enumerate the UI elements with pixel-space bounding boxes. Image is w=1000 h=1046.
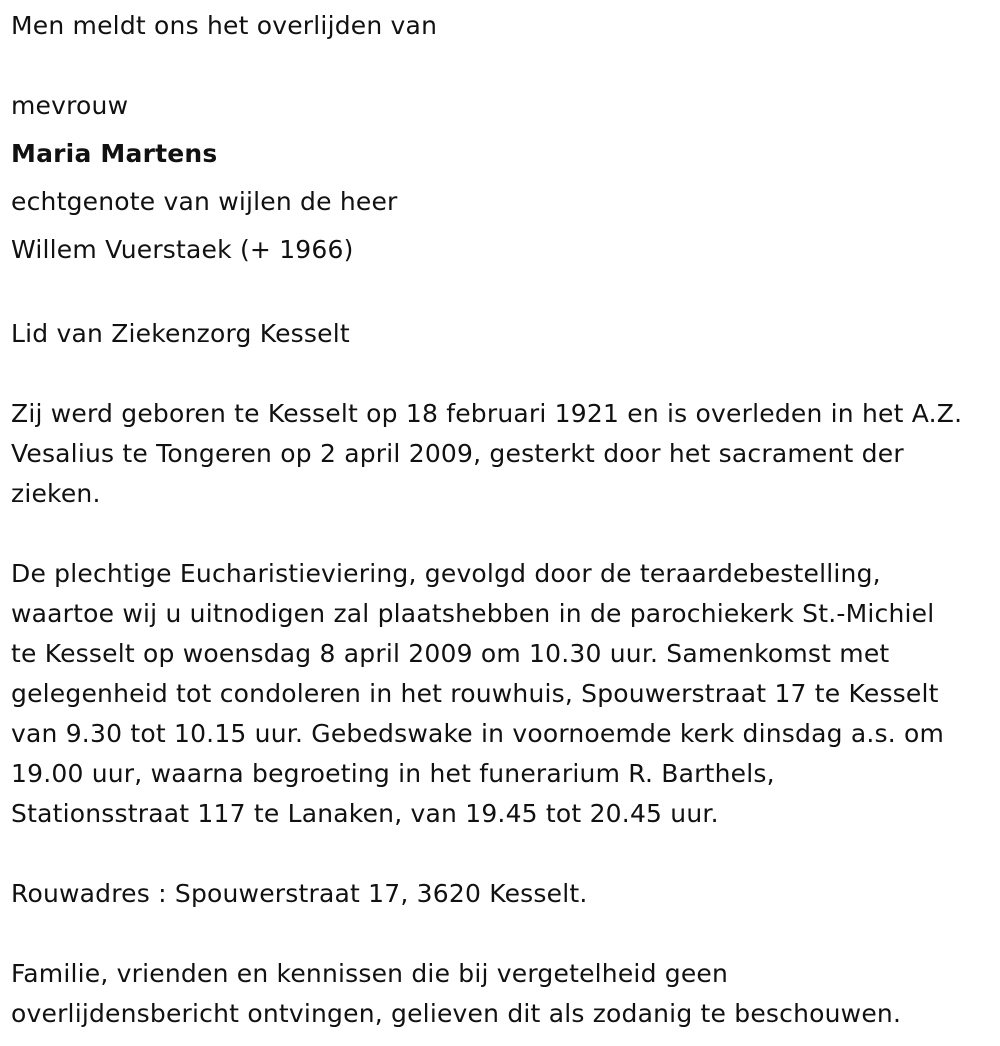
deceased-name: Maria Martens [11,139,218,168]
closing-paragraph [11,954,991,1034]
paragraph-line: Vesalius te Tongeren op 2 april 2009, gesterkt door het sacrament der [11,439,904,468]
spacer [11,274,991,314]
paragraph-line: 19.00 uur, waarna begroeting in het funerarium R. Barthels, [11,759,775,788]
paragraph-line: Zij werd geboren te Kesselt op 18 februari 1921 en is overleden in het A.Z. [11,399,963,428]
honorific: mevrouw [11,91,129,120]
paragraph-line: zieken. [11,479,101,508]
spacer [11,354,991,394]
paragraph-line: te Kesselt op woensdag 8 april 2009 om 10.30 uur. Samenkomst met [11,639,890,668]
birth-death-paragraph [11,394,991,514]
intro-line: Men meldt ons het overlijden van [11,11,438,40]
spacer [11,834,991,874]
mourning-address: Rouwadres : Spouwerstraat 17, 3620 Kesselt. [11,879,588,908]
spacer [11,914,991,954]
relation-line: echtgenote van wijlen de heer [11,187,398,216]
paragraph-line: waartoe wij u uitnodigen zal plaatshebben in de parochiekerk St.-Michiel [11,599,935,628]
spouse-line: Willem Vuerstaek (+ 1966) [11,235,354,264]
paragraph-line: van 9.30 tot 10.15 uur. Gebedswake in voornoemde kerk dinsdag a.s. om [11,719,945,748]
paragraph-line: overlijdensbericht ontvingen, gelieven dit als zodanig te beschouwen. [11,999,902,1028]
spacer [11,514,991,554]
ceremony-paragraph [11,554,991,834]
paragraph-line: gelegenheid tot condoleren in het rouwhuis, Spouwerstraat 17 te Kesselt [11,679,939,708]
paragraph-line: Familie, vrienden en kennissen die bij vergetelheid geen [11,959,729,988]
membership-line: Lid van Ziekenzorg Kesselt [11,319,350,348]
paragraph-line: Stationsstraat 117 te Lanaken, van 19.45 tot 20.45 uur. [11,799,719,828]
deceased-block [11,82,991,274]
paragraph-line: De plechtige Eucharistieviering, gevolgd door de teraardebestelling, [11,559,881,588]
spacer [11,46,991,86]
death-announcement [11,6,991,1034]
